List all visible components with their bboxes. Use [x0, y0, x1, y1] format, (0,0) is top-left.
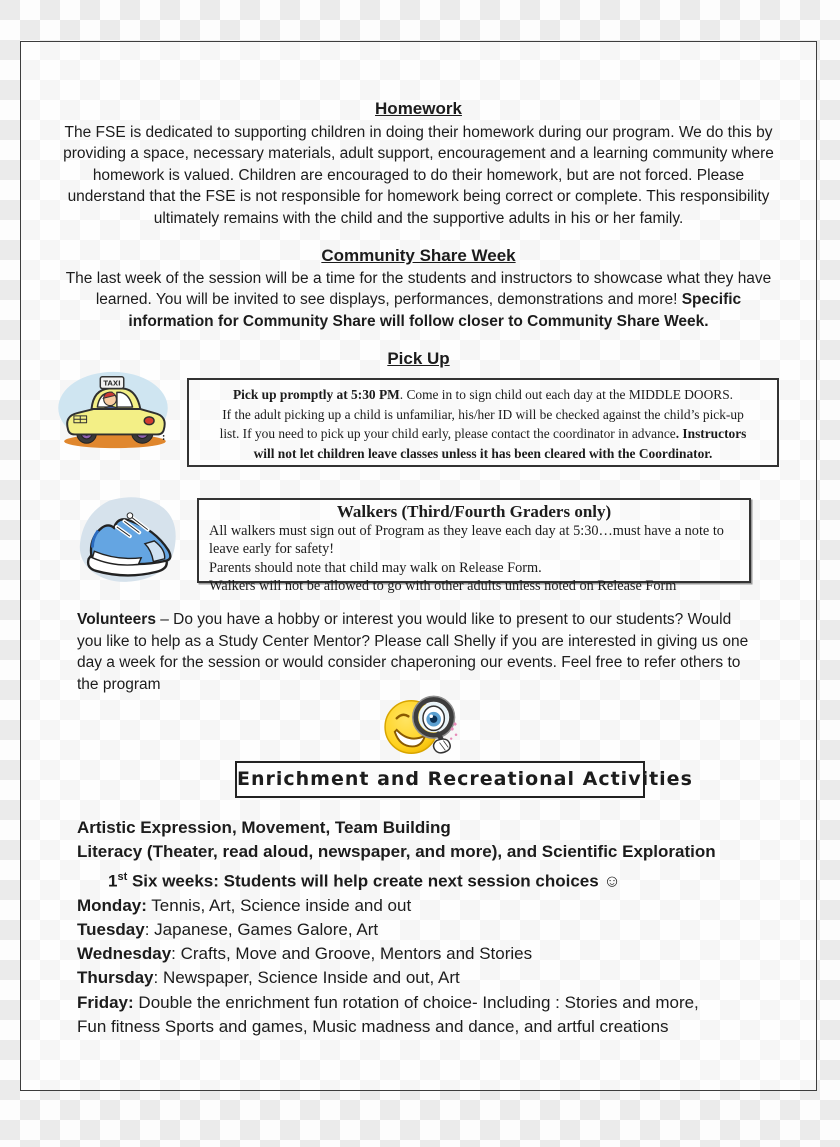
sneaker-clipart — [77, 495, 181, 585]
pickup-bold-text: . Instructors — [675, 426, 747, 441]
pickup-notice-box — [187, 378, 779, 467]
walkers-title: Walkers (Third/Fourth Graders only) — [336, 502, 612, 521]
paragraph-bold-line: information for Community Share will follow closer to Community Share Week. — [128, 312, 709, 330]
walkers-line: Parents should note that child may walk on Release Form. — [209, 559, 542, 576]
paragraph-line: day a week for the session or would consider chaperoning our events. Feel free to refer others to — [77, 654, 741, 671]
day-label: Wednesday — [77, 944, 172, 964]
walkers-line: Walkers will not be allowed to go with other adults unless noted on Release Form — [209, 578, 677, 595]
paragraph-text: – Do you have a hobby or interest you would like to present to our students? Would — [155, 611, 732, 628]
activities-schedule — [77, 816, 807, 1039]
community-share-heading: Community Share Week — [321, 246, 516, 265]
volunteers-paragraph — [77, 609, 748, 695]
community-share-paragraph — [21, 268, 816, 332]
paragraph-line: the program — [77, 675, 161, 693]
day-label: Friday: — [77, 992, 134, 1012]
schedule-day-friday — [77, 991, 807, 1015]
day-activities: : Crafts, Move and Groove, Mentors and Stories — [171, 944, 533, 964]
schedule-day-friday-continued: Fun fitness Sports and games, Music madness and dance, and artful creations — [77, 1017, 669, 1037]
day-activities: : Newspaper, Science Inside and out, Art — [153, 968, 460, 988]
enrichment-title-box — [235, 761, 693, 798]
day-label: Thursday — [77, 968, 154, 988]
volunteers-label: Volunteers — [77, 611, 156, 628]
paragraph-line: you like to help as a Study Center Mentor? Please call Shelly if you are interested in giving us one — [77, 632, 749, 650]
day-activities: Double the enrichment fun rotation of choice- Including : Stories and more, — [133, 992, 699, 1012]
paragraph-text: learned. You will be invited to see displays, performances, demonstrations and more! — [95, 291, 682, 309]
homework-paragraph — [21, 122, 816, 229]
walkers-line: All walkers must sign out of Program as they leave each day at 5:30…must have a note to — [209, 523, 724, 539]
homework-heading: Homework — [375, 99, 462, 118]
taxi-car-clipart — [54, 367, 172, 453]
schedule-header-line: Literacy (Theater, read aloud, newspaper, and more), and Scientific Exploration — [77, 842, 716, 862]
day-label: Tuesday — [77, 919, 145, 939]
paragraph-line: providing a space, necessary materials, adult support, encouragement and a learning community where — [63, 145, 774, 163]
pickup-bold-text: Pick up promptly at 5:30 PM — [233, 387, 400, 402]
schedule-day-tuesday — [77, 918, 807, 942]
stray-colon-mark: : — [162, 432, 166, 443]
walkers-line: leave early for safety! — [209, 541, 335, 558]
pickup-bold-line: will not let children leave classes unless it has been cleared with the Coordinator. — [253, 445, 713, 461]
pickup-text: . Come in to sign child out each day at the MIDDLE DOORS. — [399, 387, 733, 402]
paragraph-line: homework is valued. Children are encouraged to do their homework, but are not forced. Please — [92, 166, 745, 184]
paragraph-line: The FSE is dedicated to supporting children in doing their homework during our program. We do this by — [64, 124, 773, 141]
pickup-text: list. If you need to pick up your child early, please contact the coordinator in advance — [219, 426, 676, 441]
schedule-day-wednesday — [77, 942, 807, 966]
schedule-header-line: Artistic Expression, Movement, Team Building — [77, 818, 451, 837]
svg-text:TAXI: TAXI — [103, 379, 121, 388]
paragraph-line: ultimately remains with the child and the supportive adults in his or her family. — [153, 209, 684, 227]
pickup-line — [189, 424, 777, 444]
pickup-heading: Pick Up — [387, 349, 450, 368]
pickup-line — [189, 385, 777, 405]
paragraph-line — [77, 609, 748, 631]
day-label: Monday: — [77, 895, 147, 915]
schedule-six-weeks-line — [77, 865, 807, 894]
six-weeks-number: 1 — [108, 871, 118, 891]
six-weeks-ordinal: st — [117, 870, 128, 883]
pickup-line: If the adult picking up a child is unfamiliar, his/her ID will be checked against the child’s pick-up — [222, 406, 744, 422]
day-activities: Tennis, Art, Science inside and out — [146, 895, 412, 915]
paragraph-bold-text: Specific — [681, 291, 742, 309]
paragraph-line — [21, 289, 816, 310]
day-activities: : Japanese, Games Galore, Art — [144, 919, 379, 939]
six-weeks-text: Six weeks: Students will help create next session choices ☺ — [127, 871, 621, 891]
schedule-day-thursday — [77, 966, 807, 990]
enrichment-title: Enrichment and Recreational Activities — [237, 768, 693, 790]
walkers-notice-box — [197, 498, 751, 595]
smiley-magnifier-clipart — [382, 692, 462, 762]
paragraph-line: understand that the FSE is not responsible for homework being correct or complete. This responsibility — [67, 188, 770, 206]
paragraph-line: The last week of the session will be a time for the students and instructors to showcase what they have — [65, 270, 772, 287]
schedule-day-monday — [77, 894, 807, 918]
document-page — [20, 41, 817, 1091]
